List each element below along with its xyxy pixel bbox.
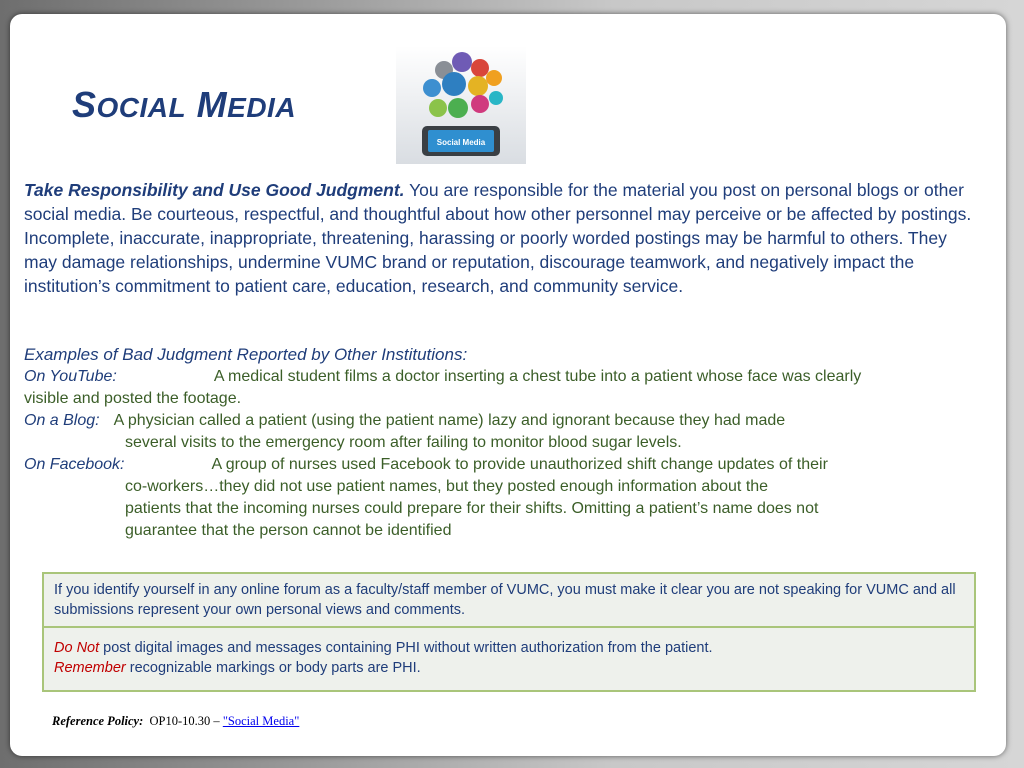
example-youtube (24, 366, 984, 388)
example-facebook (24, 454, 984, 476)
slide (10, 14, 1006, 756)
reference-link[interactable]: "Social Media" (222, 714, 300, 728)
reference-policy (52, 714, 299, 729)
example-blog (24, 410, 984, 432)
phi-notice (44, 628, 974, 690)
reference-code: OP10-10.30 – (149, 714, 220, 728)
example-text: several visits to the emergency room after failing to monitor blood sugar levels. (125, 434, 682, 451)
examples-heading: Examples of Bad Judgment Reported by Other Institutions: (24, 345, 468, 364)
title-part: EDIA (227, 92, 297, 123)
example-text: visible and posted the footage. (24, 390, 242, 407)
examples-section (24, 344, 984, 542)
title-part: OCIAL (96, 92, 187, 123)
identify-notice: If you identify yourself in any online forum as a faculty/staff member of VUMC, you must make it clear you are not speaking for VUMC and all submissions represent your own personal views and comments. (44, 574, 974, 628)
intro-paragraph (24, 178, 974, 298)
remember-label: Remember (54, 660, 126, 676)
example-label: On YouTube: (24, 368, 117, 385)
do-not-label: Do Not (54, 640, 100, 656)
remember-text: recognizable markings or body parts are PHI. (125, 660, 421, 676)
do-not-text: post digital images and messages containing PHI without written authorization from the patient. (99, 640, 713, 656)
example-text: guarantee that the person cannot be identified (125, 522, 452, 539)
title-part: M (196, 84, 228, 125)
policy-boxes (42, 572, 976, 692)
intro-lead: Take Responsibility and Use Good Judgment. (24, 180, 405, 200)
example-text: co-workers…they did not use patient names, but they posted enough information about the (125, 478, 769, 495)
example-text: A medical student films a doctor inserting a chest tube into a patient whose face was clearly (213, 368, 862, 385)
example-text: patients that the incoming nurses could prepare for their shifts. Omitting a patient’s name does not (125, 500, 819, 517)
intro-text: You are responsible for the material you post on personal blogs or other social media. Be courteous, respectful, and thoughtful about how other personnel may perceive or be affected by postings. Incomplete, inaccurate, inappropriate, threatening, harassing or poorly worded postings may be harmful to others. They may damage relationships, undermine VUMC brand or reputation, discourage teamwork, and negatively impact the institution’s commitment to patient care, education, research, and community service. (24, 180, 972, 296)
example-label: On Facebook: (24, 456, 125, 473)
example-text: A group of nurses used Facebook to provide unauthorized shift change updates of their (211, 456, 828, 473)
example-label: On a Blog: (24, 412, 100, 429)
social-media-logo (396, 46, 526, 164)
reference-label: Reference Policy: (52, 714, 144, 728)
slide-title (72, 84, 296, 126)
example-text: A physician called a patient (using the patient name) lazy and ignorant because they had made (113, 412, 786, 429)
title-part: S (72, 84, 97, 125)
logo-label: Social Media (436, 138, 486, 147)
